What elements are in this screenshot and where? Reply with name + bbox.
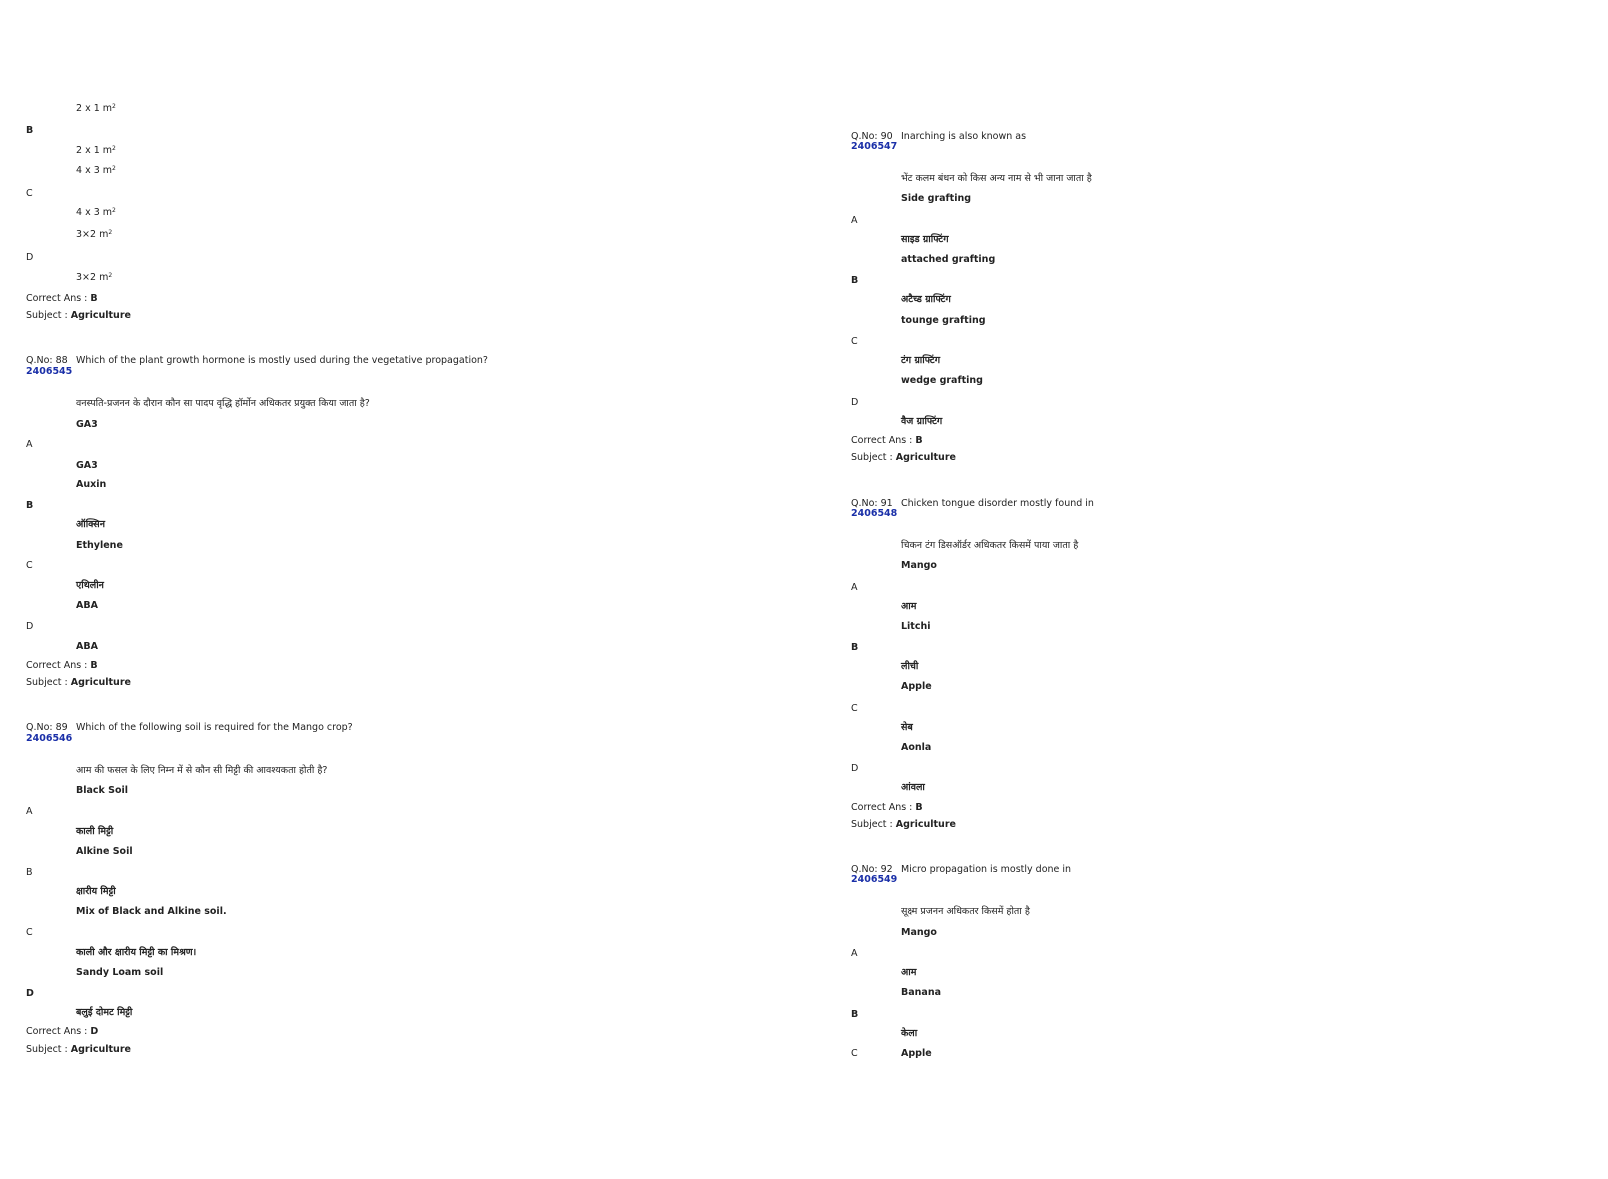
question-number: Q.No: 92 (851, 864, 893, 875)
option-b-hi: ऑक्सिन (76, 519, 105, 530)
correct-answer-label: Correct Ans : (851, 802, 913, 813)
option-letter-a: A (26, 806, 33, 817)
option-a-hi: GA3 (76, 460, 98, 471)
correct-answer-value: B (90, 293, 98, 304)
subject (26, 677, 131, 689)
option-letter-c: C (26, 560, 33, 571)
option-letter-c: C (851, 703, 858, 714)
option-b-en: Auxin (76, 479, 107, 490)
correct-answer (26, 293, 98, 305)
option-a-en: GA3 (76, 419, 98, 430)
option-a-en: 2 x 1 m (76, 103, 113, 114)
option-c-en: 3×2 m (76, 229, 109, 240)
option-letter-c: C (26, 188, 33, 199)
subject (26, 1044, 131, 1056)
question-id: 2406547 (851, 141, 898, 152)
option-a-en: Mango (901, 927, 937, 938)
subject-value: Agriculture (895, 452, 956, 463)
subject-value: Agriculture (70, 677, 131, 688)
subject-label: Subject : (26, 677, 68, 688)
option-text-en (76, 165, 116, 177)
subject-label: Subject : (26, 1044, 68, 1055)
subject-value: Agriculture (895, 819, 956, 830)
option-letter-c: C (851, 1048, 858, 1059)
correct-answer (26, 1026, 98, 1038)
option-letter-a: A (26, 439, 33, 450)
question-text-hi: आम की फसल के लिए निम्न में से कौन सी मिट्टी की आवश्यकता होती है? (76, 765, 328, 776)
option-a-en: Side grafting (901, 193, 972, 204)
correct-answer-label: Correct Ans : (26, 660, 88, 671)
superscript: 2 (108, 229, 113, 236)
question-number: Q.No: 88 (26, 355, 68, 366)
option-b-hi: अटैच्ड ग्राफ्टिंग (901, 294, 951, 305)
option-b-hi: क्षारीय मिट्टी (76, 886, 116, 897)
option-letter-c: C (26, 927, 33, 938)
question-id: 2406548 (851, 508, 898, 519)
option-c-en: Apple (901, 1048, 932, 1059)
subject-label: Subject : (851, 452, 893, 463)
option-letter-b: B (851, 275, 859, 286)
correct-answer-value: B (90, 660, 98, 671)
subject-label: Subject : (26, 310, 68, 321)
option-a-hi: साइड ग्राफ्टिंग (901, 234, 949, 245)
subject-value: Agriculture (70, 310, 131, 321)
option-letter-c: C (851, 336, 858, 347)
option-b-en: attached grafting (901, 254, 996, 265)
option-b-en: Alkine Soil (76, 846, 133, 857)
option-letter-d: D (26, 988, 34, 999)
option-b-en: Litchi (901, 621, 931, 632)
question-text-hi: भेंट कलम बंधन को किस अन्य नाम से भी जाना जाता है (901, 173, 1092, 184)
option-b-hi: 4 x 3 m (76, 207, 113, 218)
option-text-en (76, 229, 112, 241)
option-b-en: 4 x 3 m (76, 165, 113, 176)
option-letter-d: D (26, 621, 34, 632)
question-text-hi: सूक्ष्म प्रजनन अधिकतर किसमें होता है (901, 906, 1030, 917)
option-letter-b: B (851, 1009, 859, 1020)
subject-label: Subject : (851, 819, 893, 830)
superscript: 2 (112, 207, 116, 214)
question-id: 2406545 (26, 366, 73, 377)
option-b-en: Banana (901, 987, 941, 998)
subject (851, 819, 956, 831)
question-text-en: Inarching is also known as (901, 131, 1027, 142)
option-c-hi: टंग ग्राफ्टिंग (901, 355, 941, 366)
subject (851, 452, 956, 464)
superscript: 2 (112, 145, 116, 152)
option-letter-d: D (851, 763, 859, 774)
question-number: Q.No: 90 (851, 131, 893, 142)
option-b-hi: केला (901, 1028, 918, 1039)
option-c-en: Mix of Black and Alkine soil. (76, 906, 227, 917)
option-c-hi: एथिलीन (76, 580, 104, 591)
option-a-hi: आम (901, 967, 917, 978)
option-letter-b: B (26, 125, 34, 136)
option-c-en: tounge grafting (901, 315, 986, 326)
option-c-hi: सेब (901, 722, 913, 733)
correct-answer-label: Correct Ans : (26, 293, 88, 304)
question-number: Q.No: 91 (851, 498, 893, 509)
superscript: 2 (112, 165, 116, 172)
correct-answer-label: Correct Ans : (26, 1026, 88, 1037)
option-text-hi (76, 145, 116, 157)
question-number: Q.No: 89 (26, 722, 68, 733)
question-text-en: Which of the following soil is required for the Mango crop? (76, 722, 353, 733)
correct-answer-value: B (915, 802, 923, 813)
question-text-hi: चिकन टंग डिसऑर्डर अधिकतर किसमें पाया जाता है (901, 540, 1079, 551)
option-text-en (76, 103, 116, 115)
option-a-hi: आम (901, 601, 917, 612)
option-d-en: Sandy Loam soil (76, 967, 164, 978)
question-text-hi: वनस्पति-प्रजनन के दौरान कौन सा पादप वृद्धि हॉर्मोन अधिकतर प्रयुक्त किया जाता है? (76, 398, 370, 409)
option-letter-a: A (851, 215, 858, 226)
question-text-en: Which of the plant growth hormone is mostly used during the vegetative propagation? (76, 355, 488, 366)
question-text-en: Chicken tongue disorder mostly found in (901, 498, 1094, 509)
option-c-hi: काली और क्षारीय मिट्टी का मिश्रण। (76, 947, 197, 958)
question-text-en: Micro propagation is mostly done in (901, 864, 1072, 875)
option-b-hi: लीची (901, 661, 919, 672)
option-d-en: wedge grafting (901, 375, 983, 386)
option-letter-d: D (851, 397, 859, 408)
option-letter-b: B (26, 867, 33, 878)
option-d-en: ABA (76, 600, 98, 611)
option-text-hi (76, 272, 112, 284)
option-letter-a: A (851, 948, 858, 959)
superscript: 2 (108, 272, 113, 279)
option-letter-d: D (26, 252, 34, 263)
option-d-hi: आंवला (901, 782, 925, 793)
option-a-en: Mango (901, 560, 937, 571)
correct-answer (851, 435, 923, 447)
option-c-en: Apple (901, 681, 932, 692)
option-letter-a: A (851, 582, 858, 593)
option-a-en: Black Soil (76, 785, 129, 796)
correct-answer-value: B (915, 435, 923, 446)
option-d-hi: वैज ग्राफ्टिंग (901, 416, 943, 427)
option-d-en: Aonla (901, 742, 932, 753)
subject-value: Agriculture (70, 1044, 131, 1055)
correct-answer (851, 802, 923, 814)
option-c-en: Ethylene (76, 540, 123, 551)
question-id: 2406549 (851, 874, 898, 885)
option-d-hi: ABA (76, 641, 98, 652)
option-a-hi: काली मिट्टी (76, 826, 114, 837)
correct-answer-label: Correct Ans : (851, 435, 913, 446)
question-id: 2406546 (26, 733, 73, 744)
option-letter-b: B (26, 500, 34, 511)
option-c-hi: 3×2 m (76, 272, 109, 283)
option-text-hi (76, 207, 116, 219)
superscript: 2 (112, 103, 116, 110)
correct-answer (26, 660, 98, 672)
option-a-hi: 2 x 1 m (76, 145, 113, 156)
option-letter-b: B (851, 642, 859, 653)
subject (26, 310, 131, 322)
option-d-hi: बलुई दोमट मिट्टी (76, 1007, 133, 1018)
correct-answer-value: D (90, 1026, 99, 1037)
